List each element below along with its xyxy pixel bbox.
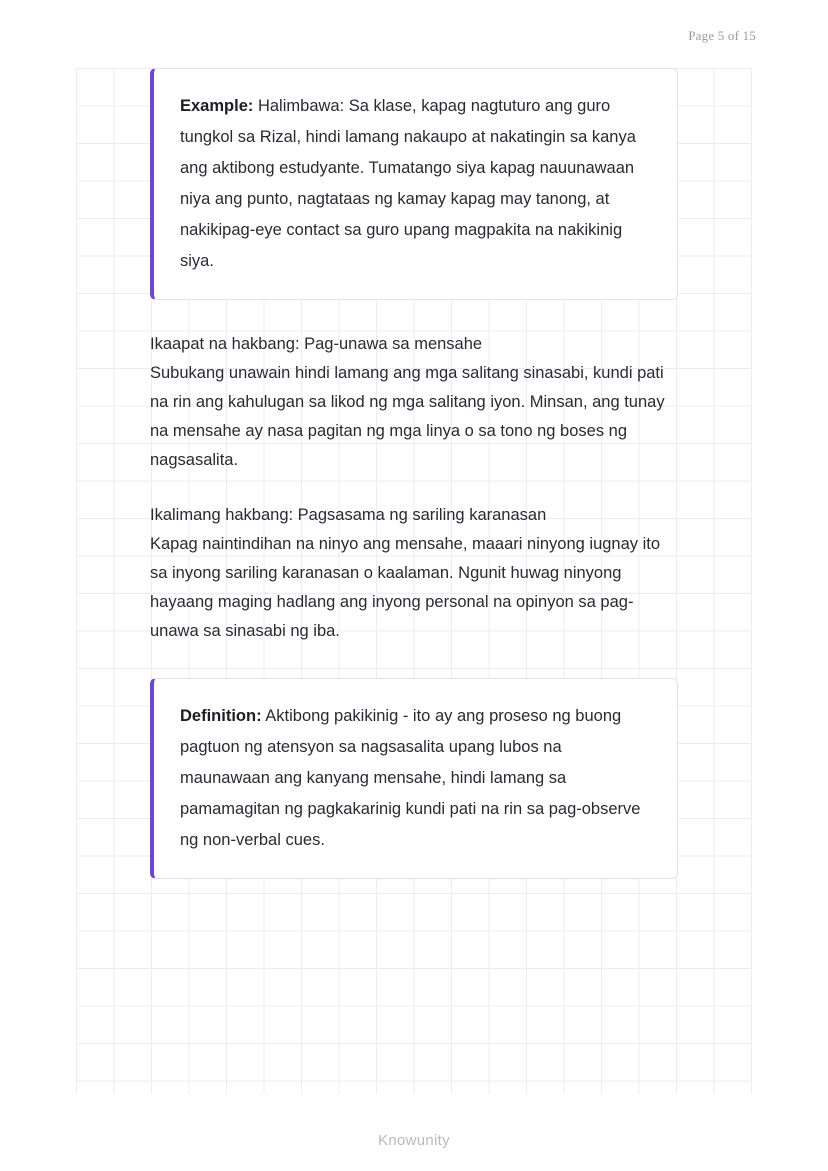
section-block-2: [150, 501, 678, 646]
page-content: [150, 68, 678, 909]
callout-definition-lead: Definition:: [180, 707, 262, 725]
section-body-2: Kapag naintindihan na ninyo ang mensahe, maaari ninyong iugnay ito sa inyong sariling karanasan o kaalaman. Ngunit huwag ninyong hayaang maging hadlang ang inyong personal na opinyon sa pag-unawa sa sinasabi ng iba.: [150, 535, 661, 640]
page-number-label: Page 5 of 15: [688, 28, 756, 43]
callout-definition: [150, 678, 678, 879]
callout-definition-body: Aktibong pakikinig - ito ay ang proseso ng buong pagtuon ng atensyon sa nagsasalita upang lubos na maunawaan ang kanyang mensahe, hindi lamang sa pamamagitan ng pagkakarinig kundi pati na rin sa pag-observe ng non-verbal cues.: [180, 707, 641, 849]
section-body-1: Subukang unawain hindi lamang ang mga salitang sinasabi, kundi pati na rin ang kahulugan sa likod ng mga salitang iyon. Minsan, ang tunay na mensahe ay nasa pagitan ng mga linya o sa tono ng boses ng nagsasalita.: [150, 364, 665, 469]
section-heading-2: Ikalimang hakbang: Pagsasama ng sariling karanasan: [150, 506, 547, 524]
footer-brand-label: Knowunity: [378, 1132, 450, 1149]
section-block-1: [150, 330, 678, 475]
section-heading-1: Ikaapat na hakbang: Pag-unawa sa mensahe: [150, 335, 483, 353]
callout-definition-text: [180, 701, 653, 856]
callout-example: [150, 68, 678, 300]
callout-example-body: Halimbawa: Sa klase, kapag nagtuturo ang guro tungkol sa Rizal, hindi lamang nakaupo at nakatingin sa kanya ang aktibong estudyante. Tumatango siya kapag nauunawaan niya ang punto, nagtataas ng kamay kapag may tanong, at nakikipag-eye contact sa guro upang magpakita na nakikinig siya.: [180, 97, 636, 270]
callout-example-lead: Example:: [180, 97, 254, 115]
callout-example-text: [180, 91, 653, 277]
